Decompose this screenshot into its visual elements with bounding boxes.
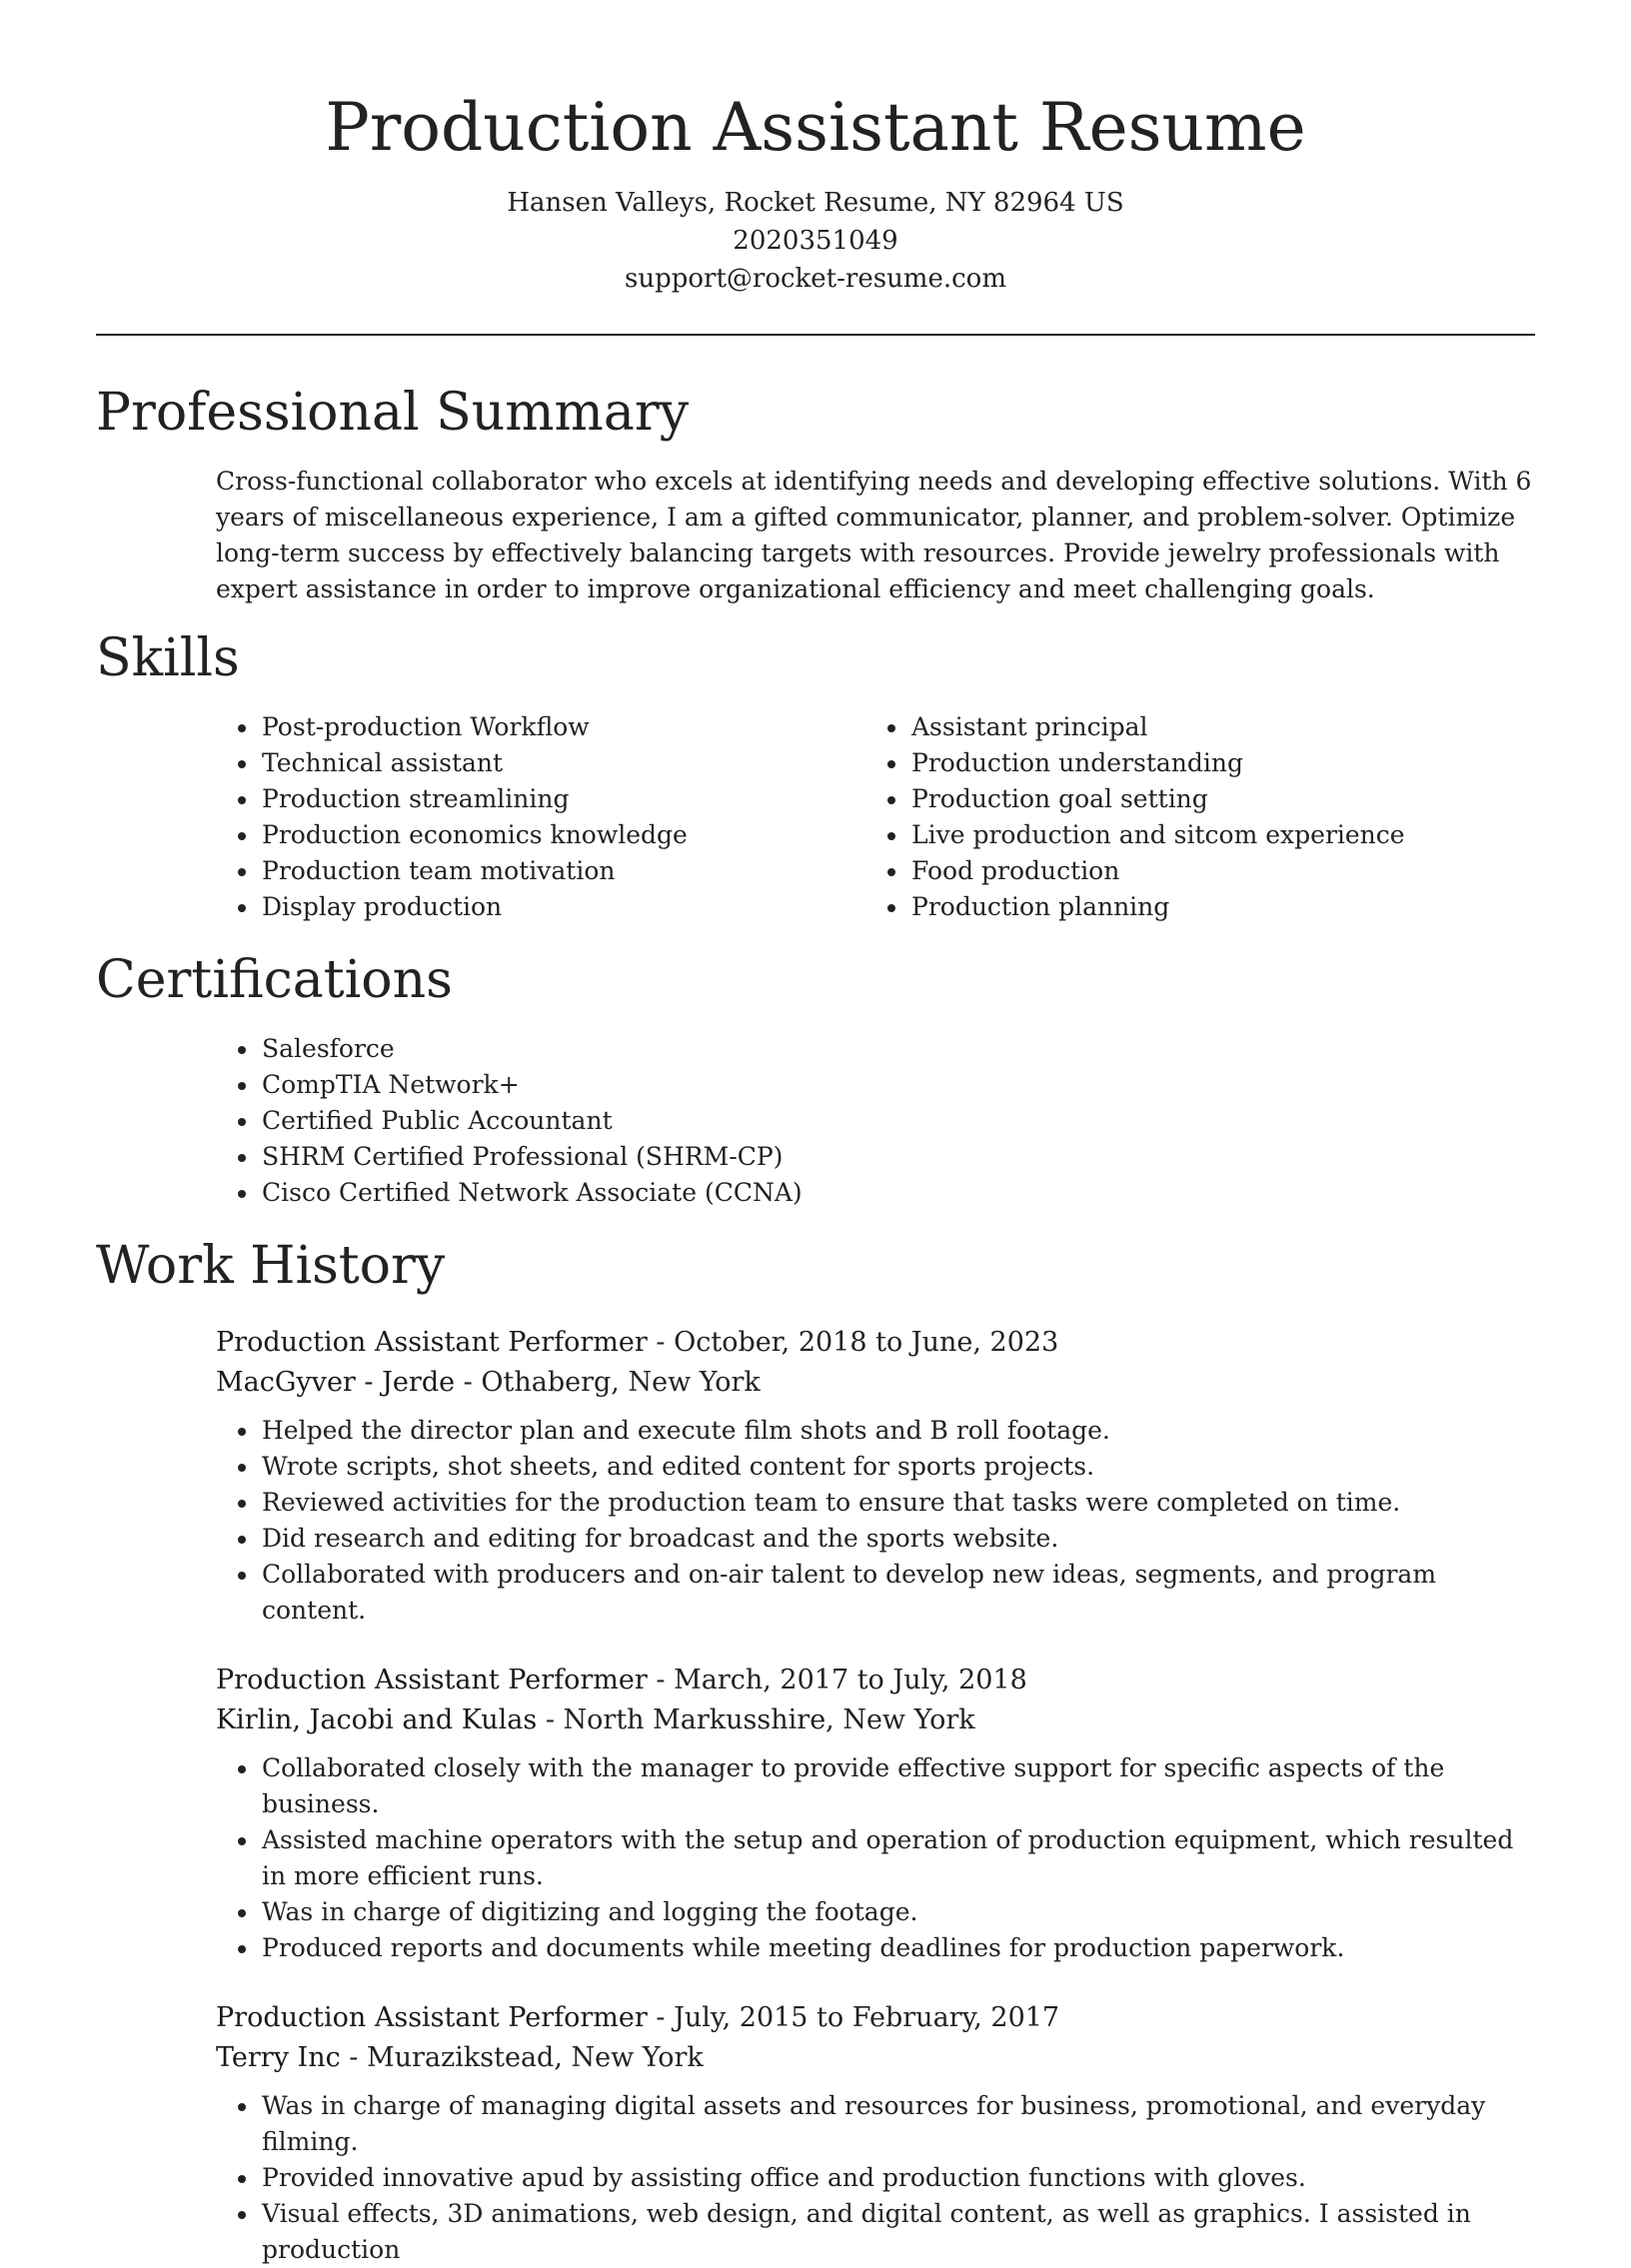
job-duty-item: • Collaborated with producers and on-air talent to develop new ideas, segments, and program content.: [260, 1557, 1535, 1629]
job-duty-item: • Was in charge of managing digital assets and resources for business, promotional, and everyday filming.: [260, 2088, 1535, 2160]
skill-item: • Production team motivation: [260, 853, 865, 889]
job-duties: [216, 2088, 1535, 2268]
certification-item: • Salesforce: [260, 1031, 1535, 1067]
job-location: - Murazikstead, New York: [340, 2042, 704, 2073]
job-company: MacGyver - Jerde: [216, 1367, 456, 1398]
job-entry: [216, 1323, 1535, 1629]
certification-item: • CompTIA Network+: [260, 1067, 1535, 1103]
job-role: Production Assistant Performer: [216, 1665, 648, 1696]
work-history-heading: Work History: [96, 1236, 446, 1296]
skill-item: • Production understanding: [909, 745, 1515, 781]
summary-heading: Professional Summary: [96, 383, 690, 443]
skill-item: • Display production: [260, 889, 865, 925]
job-company-line: [216, 1363, 1535, 1403]
job-company-line: [216, 1701, 1535, 1740]
job-dates: - March, 2017 to July, 2018: [647, 1665, 1027, 1696]
job-duties: [216, 1413, 1535, 1629]
skill-item: • Production streamlining: [260, 781, 865, 817]
contact-address: Hansen Valleys, Rocket Resume, NY 82964 US: [507, 188, 1124, 218]
job-title-line: [216, 1661, 1535, 1701]
certifications-list: [216, 1031, 1535, 1211]
skill-item: • Production planning: [909, 889, 1515, 925]
resume-title: Production Assistant Resume: [325, 89, 1306, 166]
job-duty-item: • Did research and editing for broadcast and the sports website.: [260, 1521, 1535, 1557]
skill-item: • Post-production Workflow: [260, 709, 865, 745]
skills-list: [216, 709, 1535, 925]
job-duty-item: • Collaborated closely with the manager to provide effective support for specific aspects of the business.: [260, 1750, 1535, 1822]
job-title-line: [216, 1998, 1535, 2038]
certifications-heading: Certifications: [96, 950, 453, 1010]
job-location: - North Markusshire, New York: [537, 1704, 975, 1735]
job-dates: - October, 2018 to June, 2023: [647, 1327, 1059, 1358]
job-duty-item: • Was in charge of digitizing and logging the footage.: [260, 1894, 1535, 1930]
job-duty-item: • Visual effects, 3D animations, web design, and digital content, as well as graphics. I assisted in production: [260, 2196, 1535, 2268]
certification-item: • SHRM Certified Professional (SHRM-CP): [260, 1139, 1535, 1175]
certification-item: • Cisco Certified Network Associate (CCNA): [260, 1175, 1535, 1211]
job-duty-item: • Produced reports and documents while meeting deadlines for production paperwork.: [260, 1930, 1535, 1966]
job-duty-item: • Wrote scripts, shot sheets, and edited content for sports projects.: [260, 1449, 1535, 1485]
job-role: Production Assistant Performer: [216, 1327, 648, 1358]
job-duty-item: • Reviewed activities for the production team to ensure that tasks were completed on time.: [260, 1485, 1535, 1521]
skills-column-left: [216, 709, 865, 925]
job-company: Kirlin, Jacobi and Kulas: [216, 1704, 538, 1735]
contact-email: support@rocket-resume.com: [624, 264, 1006, 294]
job-duties: [216, 1750, 1535, 1966]
job-duty-item: • Helped the director plan and execute film shots and B roll footage.: [260, 1413, 1535, 1449]
header-divider: [96, 334, 1535, 336]
job-location: - Othaberg, New York: [455, 1367, 761, 1398]
skill-item: • Production goal setting: [909, 781, 1515, 817]
job-duty-item: • Assisted machine operators with the setup and operation of production equipment, which resulted in more efficient runs.: [260, 1822, 1535, 1894]
job-company-line: [216, 2038, 1535, 2078]
contact-info: [0, 184, 1631, 298]
job-company: Terry Inc: [216, 2042, 341, 2073]
certification-item: • Certified Public Accountant: [260, 1103, 1535, 1139]
skill-item: • Production economics knowledge: [260, 817, 865, 853]
summary-text: Cross-functional collaborator who excels at identifying needs and developing effective solutions. With 6 years of miscellaneous experience, I am a gifted communicator, planner, and problem-solver. Optimize long-term success by effectively balancing targets with resources. Provide jewelry professionals with expert assistance in order to improve organizational efficiency and meet challenging goals.: [216, 467, 1532, 603]
skills-column-right: [865, 709, 1515, 925]
job-entry: [216, 1661, 1535, 1966]
job-role: Production Assistant Performer: [216, 2002, 648, 2033]
job-dates: - July, 2015 to February, 2017: [647, 2002, 1060, 2033]
job-title-line: [216, 1323, 1535, 1363]
contact-phone: 2020351049: [733, 226, 898, 256]
skill-item: • Technical assistant: [260, 745, 865, 781]
skill-item: • Assistant principal: [909, 709, 1515, 745]
skill-item: • Live production and sitcom experience: [909, 817, 1515, 853]
job-entry: [216, 1998, 1535, 2268]
skill-item: • Food production: [909, 853, 1515, 889]
resume-header: [0, 0, 1631, 298]
job-duty-item: • Provided innovative apud by assisting office and production functions with gloves.: [260, 2160, 1535, 2196]
skills-heading: Skills: [96, 628, 240, 688]
